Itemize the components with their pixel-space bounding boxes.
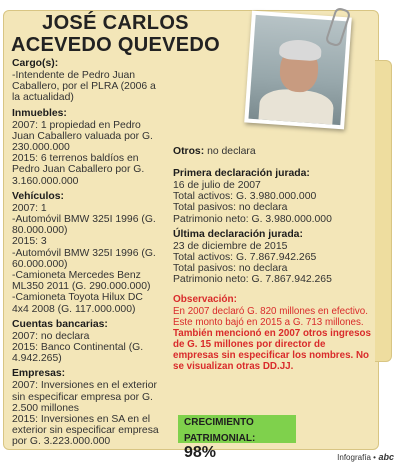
page-title <box>8 12 223 56</box>
portrait-hair <box>279 39 322 62</box>
title-line-2: ACEVEDO QUEVEDO <box>11 34 220 56</box>
vehiculos-line: -Camioneta Toyota Hilux DC 4x4 2008 (G. 117.000.000) <box>12 292 143 315</box>
title-line-1: JOSÉ CARLOS <box>42 12 189 34</box>
vehiculos-label: Vehículos: <box>12 190 64 202</box>
folder-tab <box>375 60 392 362</box>
crecimiento-badge <box>178 415 296 461</box>
credit-line <box>337 452 394 463</box>
primera-pasivos: Total pasivos: no declara <box>173 202 288 214</box>
credit-prefix: Infografía • <box>337 453 376 462</box>
ultima-activos: Total activos: G. 7.867.942.265 <box>173 252 317 264</box>
otros-value: no declara <box>204 146 256 157</box>
empresas-line-2: 2015: Inversiones en SA en el exterior sin especificar empresa por G. 3.223.000.000 <box>12 414 159 448</box>
cuentas-line-1: 2007: no declara <box>12 330 90 342</box>
crecimiento-line-1: CRECIMIENTO <box>184 417 254 428</box>
primera-neto: Patrimonio neto: G. 3.980.000.000 <box>173 213 332 225</box>
primera-date: 16 de julio de 2007 <box>173 180 261 191</box>
observacion-label: Observación: <box>173 293 237 305</box>
cargos-text: -Intendente de Pedro Juan Caballero, por el PLRA (2006 a la actualidad) <box>12 70 156 104</box>
empresas-label: Empresas: <box>12 368 66 380</box>
observacion-text-1: En 2007 declaró G. 820 millones en efectivo. Este monto bajó en 2015 a G. 713 millones. <box>173 305 368 328</box>
ultima-neto: Patrimonio neto: G. 7.867.942.265 <box>173 274 332 286</box>
ultima-label: Última declaración jurada: <box>173 228 303 240</box>
vehiculos-line: 2015: 3 <box>12 236 47 248</box>
vehiculos-line: 2007: 1 <box>12 202 47 214</box>
inmuebles-label: Inmuebles: <box>12 107 67 119</box>
primera-activos: Total activos: G. 3.980.000.000 <box>173 191 317 203</box>
cargos-label: Cargo(s): <box>12 58 59 69</box>
vehiculos-line: -Automóvil BMW 325I 1996 (G. 60.000.000) <box>12 247 156 270</box>
observacion-text-2: También mencionó en 2007 otros ingresos de G. 15 millones por director de empresas sin especificar los nombres. No se visualizan otras DD.JJ. <box>173 327 371 372</box>
ultima-pasivos: Total pasivos: no declara <box>173 263 288 275</box>
crecimiento-value: 98% <box>184 444 217 461</box>
crecimiento-line-2 <box>184 429 290 461</box>
otros-label: Otros: <box>173 146 205 157</box>
left-column <box>12 58 160 448</box>
crecimiento-label: PATRIMONIAL: <box>184 433 256 444</box>
primera-label: Primera declaración jurada: <box>173 168 310 179</box>
right-column <box>173 146 373 372</box>
empresas-line-1: 2007: Inversiones en el exterior sin especificar empresa por G. 2.500 millones <box>12 380 157 414</box>
cuentas-label: Cuentas bancarias: <box>12 318 108 330</box>
vehiculos-line: -Camioneta Mercedes Benz ML350 2011 (G. 290.000.000) <box>12 270 151 293</box>
cuentas-line-2: 2015: Banco Continental (G. 4.942.265) <box>12 342 144 365</box>
abc-logo: abc <box>375 452 394 462</box>
otros-row <box>173 146 373 158</box>
ultima-date: 23 de diciembre de 2015 <box>173 240 288 252</box>
inmuebles-line-1: 2007: 1 propiedad en Pedro Juan Caballero valuada por G. 230.000.000 <box>12 119 153 154</box>
portrait-shirt <box>258 87 335 125</box>
vehiculos-line: -Automóvil BMW 325I 1996 (G. 80.000.000) <box>12 214 156 237</box>
inmuebles-line-2: 2015: 6 terrenos baldíos en Pedro Juan Caballero por G. 3.160.000.000 <box>12 153 145 187</box>
